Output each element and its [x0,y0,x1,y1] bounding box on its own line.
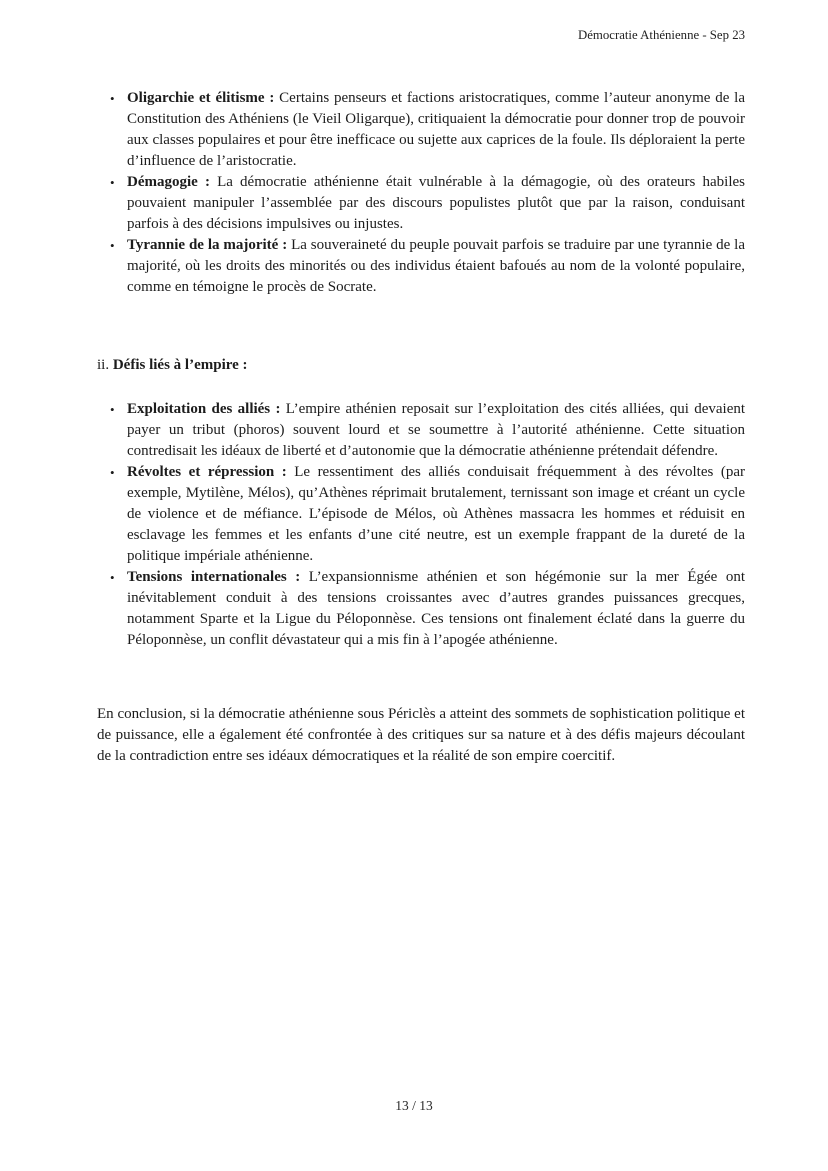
list-item [97,462,745,567]
conclusion-paragraph: En conclusion, si la démocratie athénienne sous Périclès a atteint des sommets de sophistication politique et de puissance, elle a également été confrontée à des critiques sur sa nature et à des défis majeurs découlant de la contradiction entre ses idéaux démocratiques et la réalité de son empire coercitif. [97,706,745,764]
item-body: La démocratie athénienne était vulnérable à la démagogie, où des orateurs habiles pouvaient manipuler l’assemblée par des discours populistes plutôt que par la raison, conduisant parfois à des décisions impulsives ou injustes. [127,174,745,232]
item-lead: Tensions internationales : [127,569,301,585]
heading-numeral: ii. [97,357,110,373]
item-lead: Révoltes et répression : [127,464,287,480]
list-item [97,88,745,172]
section-heading-empire [97,355,745,376]
list-item [97,235,745,298]
header-title: Démocratie Athénienne - Sep 23 [577,28,745,42]
list-item [97,399,745,462]
item-body: L’empire athénien reposait sur l’exploitation des cités alliées, qui devaient payer un tribut (phoros) souvent lourd et se soumettre à l’autorité athénienne. Cette situation contredisait les idéaux de liberté et d’autonomie que la démocratie athénienne prétendait défendre. [127,401,746,459]
item-body: La souveraineté du peuple pouvait parfois se traduire par une tyrannie de la majorité, où les droits des minorités ou des individus étaient bafoués au nom de la volonté populaire, comme en témoigne le procès de Socrate. [127,237,745,295]
item-lead: Exploitation des alliés : [127,401,281,417]
page-footer [0,1098,828,1114]
item-lead: Tyrannie de la majorité : [127,237,288,253]
critiques-list [97,88,745,298]
page-header [97,27,745,43]
heading-title: Défis liés à l’empire : [112,357,248,373]
item-body: Certains penseurs et factions aristocratiques, comme l’auteur anonyme de la Constitution des Athéniens (le Vieil Oligarque), critiquaient la démocratie pour donner trop de pouvoir aux classes populaires et pour être inefficace ou sujette aux caprices de la foule. Ils déploraient la perte d’influence de l’aristocratie. [127,90,746,169]
item-lead: Démagogie : [127,174,210,190]
list-item [97,172,745,235]
item-lead: Oligarchie et élitisme : [127,90,275,106]
item-body: Le ressentiment des alliés conduisait fréquemment à des révoltes (par exemple, Mytilène, Mélos), qu’Athènes réprimait brutalement, ternissant son image et créant un cycle de violence et de méfiance. L’épisode de Mélos, où Athènes massacra les hommes et réduisit en esclavage les femmes et les enfants d’une cité neutre, est un exemple frappant de la dureté de la politique impériale athénienne. [127,464,745,564]
empire-list [97,399,745,651]
item-body: L’expansionnisme athénien et son hégémonie sur la mer Égée ont inévitablement conduit à des tensions croissantes avec d’autres grandes puissances grecques, notamment Sparte et la Ligue du Péloponnèse. Ces tensions ont finalement éclaté dans la guerre du Péloponnèse, un conflit dévastateur qui a mis fin à l’apogée athénienne. [127,569,746,648]
page-number: 13 / 13 [395,1098,433,1113]
list-item [97,567,745,651]
